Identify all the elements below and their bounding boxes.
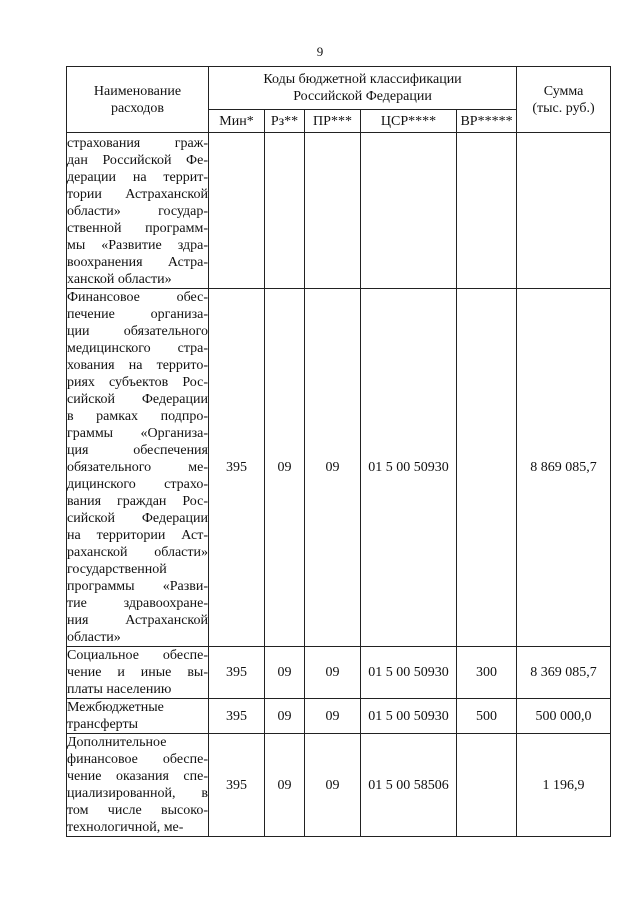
code-min-cell: 395: [209, 734, 265, 837]
code-rz-cell: 09: [265, 647, 305, 699]
sum-cell: 8 369 085,7: [517, 647, 611, 699]
expense-name-line: ханской области»: [67, 272, 172, 287]
expense-name-line: ция обеспечения: [67, 443, 208, 458]
expense-name-line: на территории Аст-: [67, 528, 208, 543]
code-pr-cell: 09: [305, 734, 361, 837]
expense-name-line: чение и иные вы-: [67, 665, 208, 680]
table-row: [67, 699, 611, 734]
sum-cell: 500 000,0: [517, 699, 611, 734]
header-rz: Рз**: [265, 110, 305, 133]
code-vr-cell: [457, 289, 517, 647]
code-rz-cell: 09: [265, 699, 305, 734]
code-rz-cell: 09: [265, 734, 305, 837]
expense-name-line: том числе высоко-: [67, 803, 208, 818]
expense-name-line: Финансовое обес-: [67, 290, 208, 305]
header-pr: ПР***: [305, 110, 361, 133]
expense-name-line: области» государ-: [67, 204, 208, 219]
expense-name-line: дицинского страхо-: [67, 477, 208, 492]
expense-name-line: Межбюджетные: [67, 700, 164, 715]
expense-name-line: ственной программ-: [67, 221, 208, 236]
code-vr-cell: 500: [457, 699, 517, 734]
expense-name-line: медицинского стра-: [67, 341, 208, 356]
sum-cell: 8 869 085,7: [517, 289, 611, 647]
code-rz-cell: 09: [265, 289, 305, 647]
sum-cell: 1 196,9: [517, 734, 611, 837]
code-min-cell: 395: [209, 289, 265, 647]
code-rz-cell: [265, 133, 305, 289]
expense-name-line: Дополнительное: [67, 735, 167, 750]
expense-name-line: технологичной, ме-: [67, 820, 184, 835]
code-pr-cell: 09: [305, 647, 361, 699]
page-number: 9: [316, 44, 324, 59]
expense-name-line: Социальное обеспе-: [67, 648, 208, 663]
expense-name-line: воохранения Астра-: [67, 255, 208, 270]
code-csr-cell: 01 5 00 58506: [361, 734, 457, 837]
code-csr-cell: [361, 133, 457, 289]
expense-name-line: граммы «Организа-: [67, 426, 208, 441]
header-codes: Коды бюджетной классификации Российской Федерации: [209, 67, 517, 110]
sum-cell: [517, 133, 611, 289]
table-row: [67, 289, 611, 647]
expense-name-cell: [67, 133, 209, 289]
expense-name-line: вания граждан Рос-: [67, 494, 208, 509]
expense-name-line: ции обязательного: [67, 324, 208, 339]
expense-name-line: сийской Федерации: [67, 511, 208, 526]
expense-name-line: финансовое обеспе-: [67, 752, 208, 767]
table-row: [67, 734, 611, 837]
code-pr-cell: 09: [305, 289, 361, 647]
expense-name-line: тие здравоохране-: [67, 596, 208, 611]
expense-name-line: раханской области»: [67, 545, 208, 560]
expense-name-line: трансферты: [67, 717, 139, 732]
expense-name-line: циализированной, в: [67, 786, 208, 801]
expense-name-cell: [67, 289, 209, 647]
expense-name-cell: [67, 647, 209, 699]
code-pr-cell: 09: [305, 699, 361, 734]
expense-name-line: дерации на террит-: [67, 170, 208, 185]
code-vr-cell: [457, 734, 517, 837]
expense-name-line: тории Астраханской: [67, 187, 208, 202]
header-sum: Сумма (тыс. руб.): [517, 67, 611, 133]
expense-name-line: печение организа-: [67, 307, 208, 322]
table-row: [67, 647, 611, 699]
table-row: [67, 133, 611, 289]
code-csr-cell: 01 5 00 50930: [361, 647, 457, 699]
expense-name-line: риях субъектов Рос-: [67, 375, 208, 390]
code-min-cell: 395: [209, 647, 265, 699]
expense-name-line: мы «Развитие здра-: [67, 238, 208, 253]
expense-name-line: страхования граж-: [67, 136, 208, 151]
code-pr-cell: [305, 133, 361, 289]
table-body: [67, 133, 611, 837]
expense-name-line: сийской Федерации: [67, 392, 208, 407]
code-min-cell: [209, 133, 265, 289]
header-vr: ВР*****: [457, 110, 517, 133]
expense-name-cell: [67, 699, 209, 734]
code-csr-cell: 01 5 00 50930: [361, 289, 457, 647]
expense-name-line: области»: [67, 630, 121, 645]
expense-name-line: в рамках подпро-: [67, 409, 208, 424]
header-name: Наименование расходов: [67, 67, 209, 133]
expense-name-cell: [67, 734, 209, 837]
budget-table: [66, 66, 611, 837]
expense-name-line: программы «Разви-: [67, 579, 208, 594]
code-min-cell: 395: [209, 699, 265, 734]
code-vr-cell: 300: [457, 647, 517, 699]
expense-name-line: обязательного ме-: [67, 460, 208, 475]
header-csr: ЦСР****: [361, 110, 457, 133]
expense-name-line: чение оказания спе-: [67, 769, 208, 784]
expense-name-line: государственной: [67, 562, 167, 577]
code-vr-cell: [457, 133, 517, 289]
expense-name-line: ния Астраханской: [67, 613, 208, 628]
expense-name-line: хования на террито-: [67, 358, 208, 373]
expense-name-line: платы населению: [67, 682, 172, 697]
header-min: Мин*: [209, 110, 265, 133]
expense-name-line: дан Российской Фе-: [67, 153, 208, 168]
code-csr-cell: 01 5 00 50930: [361, 699, 457, 734]
